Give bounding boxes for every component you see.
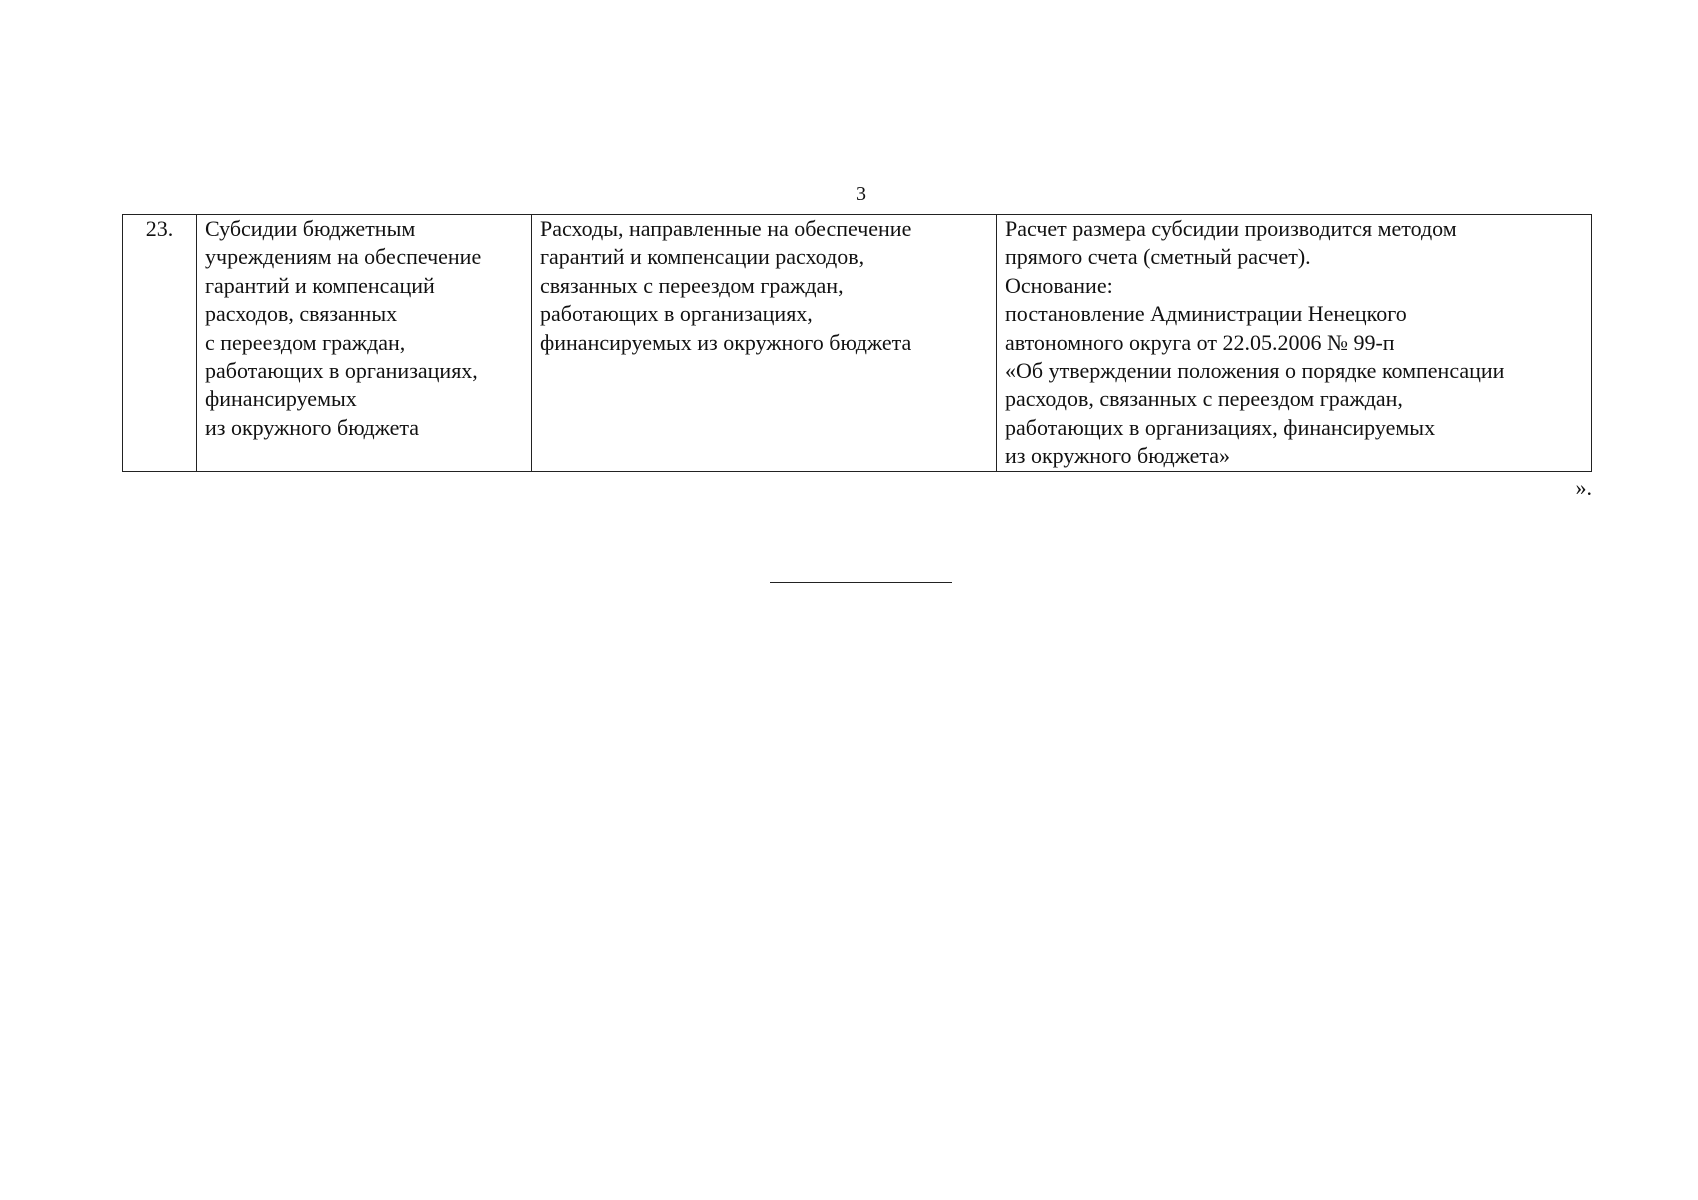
name-line: финансируемых [205, 386, 357, 412]
row-number: 23. [145, 216, 174, 241]
basis-line: прямого счета (сметный расчет). [1005, 244, 1311, 270]
name-line: расходов, связанных [205, 301, 398, 327]
table-row [123, 215, 1592, 472]
basis-line: «Об утверждении положения о порядке компенсации [1005, 358, 1505, 384]
basis-line: постановление Администрации Ненецкого [1005, 301, 1407, 327]
expenditure-name-cell [197, 215, 532, 472]
expenditure-table [122, 214, 1592, 472]
basis-line: автономного округа от 22.05.2006 № 99-п [1005, 329, 1395, 355]
basis-line: расходов, связанных с переездом граждан, [1005, 386, 1403, 412]
basis-line: Расчет размера субсидии производится методом [1005, 216, 1457, 241]
page-number: 3 [856, 183, 866, 205]
description-line: связанных с переездом граждан, [540, 272, 844, 298]
name-line: Субсидии бюджетным [205, 216, 416, 241]
description-line: Расходы, направленные на обеспечение [540, 216, 912, 241]
expenditure-description-cell [532, 215, 997, 472]
name-line: с переездом граждан, [205, 329, 406, 355]
name-line: учреждениям на обеспечение [205, 244, 482, 270]
row-number-cell [123, 215, 197, 472]
end-separator-line [770, 582, 952, 583]
name-line: работающих в организациях, [205, 358, 478, 384]
description-line: работающих в организациях, [540, 301, 813, 327]
closing-quote: ». [1575, 475, 1592, 500]
description-line: финансируемых из окружного бюджета [540, 329, 912, 355]
name-line: гарантий и компенсаций [205, 272, 435, 298]
calculation-basis-cell [997, 215, 1592, 472]
basis-line: Основание: [1005, 272, 1113, 298]
basis-line: из окружного бюджета» [1005, 443, 1231, 469]
basis-line: работающих в организациях, финансируемых [1005, 414, 1436, 440]
description-line: гарантий и компенсации расходов, [540, 244, 865, 270]
name-line: из окружного бюджета [205, 414, 420, 440]
